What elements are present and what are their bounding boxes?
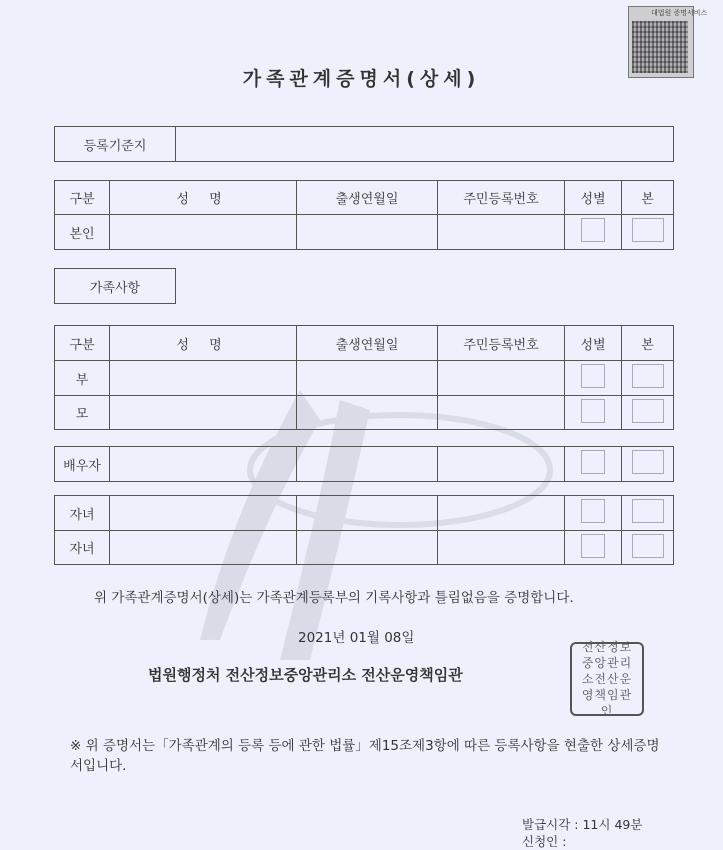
row-label-child: 자녀 xyxy=(55,496,110,531)
cell-empty xyxy=(438,496,565,531)
cell-empty xyxy=(110,531,297,565)
cell-origin xyxy=(622,215,674,250)
header-origin: 본 xyxy=(622,181,674,215)
origin-box xyxy=(632,499,664,523)
cell-empty xyxy=(297,447,438,482)
cell-gender xyxy=(565,215,622,250)
cell-empty xyxy=(297,396,438,430)
cell-origin xyxy=(622,396,674,430)
cell-gender xyxy=(565,447,622,482)
gender-box xyxy=(581,399,605,423)
cell-empty xyxy=(110,361,297,396)
cell-empty xyxy=(110,496,297,531)
row-label-self: 본인 xyxy=(55,215,110,250)
header-gender: 성별 xyxy=(565,326,622,361)
spouse-table xyxy=(54,446,674,482)
row-label-spouse: 배우자 xyxy=(55,447,110,482)
cell-empty xyxy=(438,361,565,396)
cell-gender xyxy=(565,396,622,430)
cell-origin xyxy=(622,447,674,482)
registration-label: 등록기준지 xyxy=(55,127,176,162)
cell-empty xyxy=(438,531,565,565)
origin-box xyxy=(632,534,664,558)
children-table xyxy=(54,495,674,565)
cell-origin xyxy=(622,361,674,396)
gender-box xyxy=(581,218,605,242)
row-label-child: 자녀 xyxy=(55,531,110,565)
issue-time-label: 발급시각 : xyxy=(522,817,579,832)
origin-box xyxy=(632,450,664,474)
gender-box xyxy=(581,450,605,474)
cell-empty xyxy=(297,531,438,565)
cell-origin xyxy=(622,496,674,531)
header-resident-number: 주민등록번호 xyxy=(438,181,565,215)
official-seal xyxy=(570,642,644,716)
header-category: 구분 xyxy=(55,326,110,361)
header-resident-number: 주민등록번호 xyxy=(438,326,565,361)
applicant-label: 신청인 : xyxy=(522,834,567,849)
header-category: 구분 xyxy=(55,181,110,215)
legal-note: ※ 위 증명서는「가족관계의 등록 등에 관한 법률」제15조제3항에 따른 등록사항을 현출한 상세증명서입니다. xyxy=(70,738,660,774)
header-origin: 본 xyxy=(622,326,674,361)
family-section-label: 가족사항 xyxy=(54,268,176,304)
cell-gender xyxy=(565,361,622,396)
cell-empty xyxy=(438,447,565,482)
gender-box xyxy=(581,364,605,388)
header-name: 성 명 xyxy=(110,326,297,361)
registration-value xyxy=(176,127,674,162)
cell-gender xyxy=(565,531,622,565)
family-table xyxy=(54,325,674,430)
issue-time xyxy=(522,815,642,833)
origin-box xyxy=(632,218,664,242)
certification-statement: 위 가족관계증명서(상세)는 가족관계등록부의 기록사항과 틀림없음을 증명합니다. xyxy=(94,590,574,606)
gender-box xyxy=(581,534,605,558)
seal-text: 전산정보중앙관리소전산운영책임관인 xyxy=(581,640,633,718)
cell-empty xyxy=(438,215,565,250)
cell-origin xyxy=(622,531,674,565)
self-table xyxy=(54,180,674,250)
document-title: 가족관계증명서(상세) xyxy=(242,68,481,90)
cell-empty xyxy=(110,396,297,430)
origin-box xyxy=(632,364,664,388)
cell-empty xyxy=(297,361,438,396)
qr-seal-label: 대법원 증명서비스 xyxy=(651,9,708,17)
issue-date: 2021년 01월 08일 xyxy=(298,630,415,646)
gender-box xyxy=(581,499,605,523)
registration-table xyxy=(54,126,674,162)
header-birthdate: 출생연월일 xyxy=(297,326,438,361)
header-gender: 성별 xyxy=(565,181,622,215)
cell-empty xyxy=(110,215,297,250)
applicant xyxy=(522,832,566,850)
cell-gender xyxy=(565,496,622,531)
issue-time-value: 11시 49분 xyxy=(582,817,643,832)
cell-empty xyxy=(297,496,438,531)
cell-empty xyxy=(297,215,438,250)
row-label-father: 부 xyxy=(55,361,110,396)
issuer-name: 법원행정처 전산정보중앙관리소 전산운영책임관 xyxy=(148,666,463,684)
row-label-mother: 모 xyxy=(55,396,110,430)
cell-empty xyxy=(110,447,297,482)
header-birthdate: 출생연월일 xyxy=(297,181,438,215)
header-name: 성 명 xyxy=(110,181,297,215)
origin-box xyxy=(632,399,664,423)
cell-empty xyxy=(438,396,565,430)
